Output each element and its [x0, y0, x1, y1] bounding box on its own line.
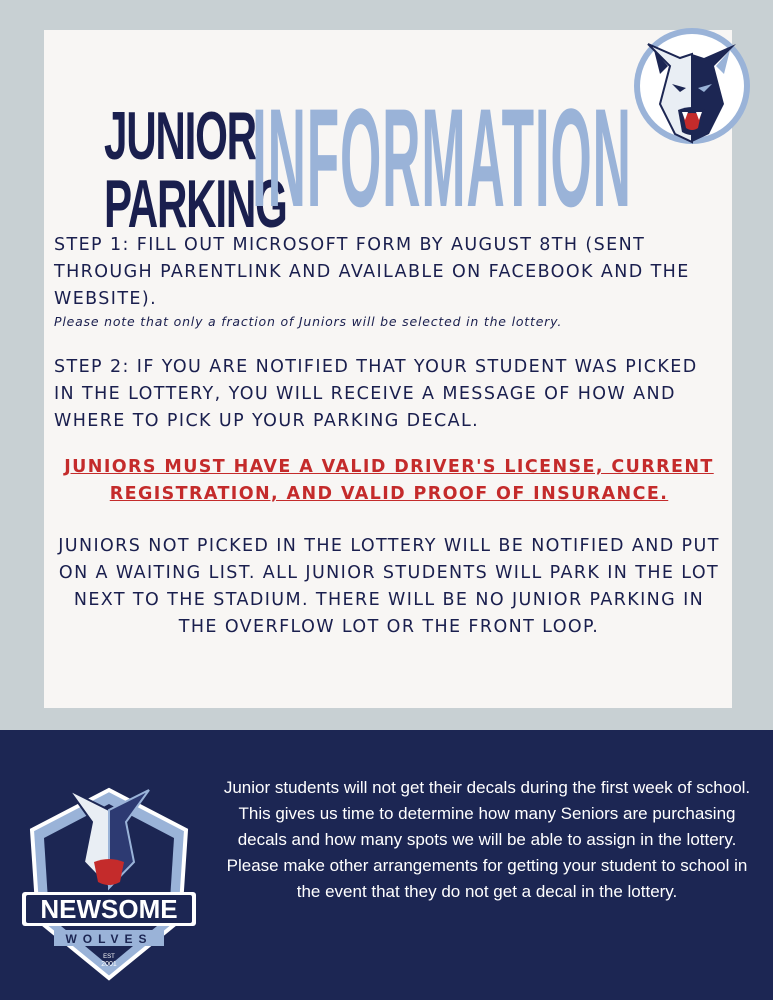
badge-subtitle: WOLVES: [65, 932, 153, 946]
title-parking: PARKING: [104, 166, 287, 242]
lottery-note: Please note that only a fraction of Juniors will be selected in the lottery.: [54, 314, 563, 329]
step-1-text: STEP 1: FILL OUT MICROSOFT FORM BY AUGUST 8TH (SENT THROUGH PARENTLINK AND AVAILABLE ON FACEBOOK AND THE WEBSITE).: [54, 235, 690, 309]
newsome-wolves-badge-icon: [14, 770, 204, 984]
badge-year: 2001: [101, 961, 117, 968]
badge-est: EST: [103, 954, 115, 960]
title-junior: JUNIOR: [104, 98, 256, 174]
wolf-logo-icon: [630, 14, 754, 152]
closing-text: JUNIORS NOT PICKED IN THE LOTTERY WILL BE NOTIFIED AND PUT ON A WAITING LIST. ALL JUNIOR STUDENTS WILL PARK IN THE LOT NEXT TO THE STADIUM. THERE WILL BE NO JUNIOR PARKING IN THE OVERFLOW LOT OR THE FRONT LOOP.: [58, 536, 720, 637]
step-2-text: STEP 2: IF YOU ARE NOTIFIED THAT YOUR STUDENT WAS PICKED IN THE LOTTERY, YOU WILL RECEIVE A MESSAGE OF HOW AND WHERE TO PICK UP YOUR PARKING DECAL.: [54, 357, 698, 431]
footer-band: [0, 730, 773, 1000]
footer-text: Junior students will not get their decals during the first week of school. This gives us time to determine how many Seniors are purchasing decals and how many spots we will be able to assign in the lottery. Please make other arrangements for getting your student to school in the event that they do not get a decal in the lottery.: [223, 778, 751, 901]
content-block: [54, 232, 724, 641]
title-information: INFORMATION: [252, 79, 632, 236]
badge-name: NEWSOME: [40, 894, 178, 924]
requirements-warning: JUNIORS MUST HAVE A VALID DRIVER'S LICENSE, CURRENT REGISTRATION, AND VALID PROOF OF INSURANCE.: [64, 457, 714, 504]
